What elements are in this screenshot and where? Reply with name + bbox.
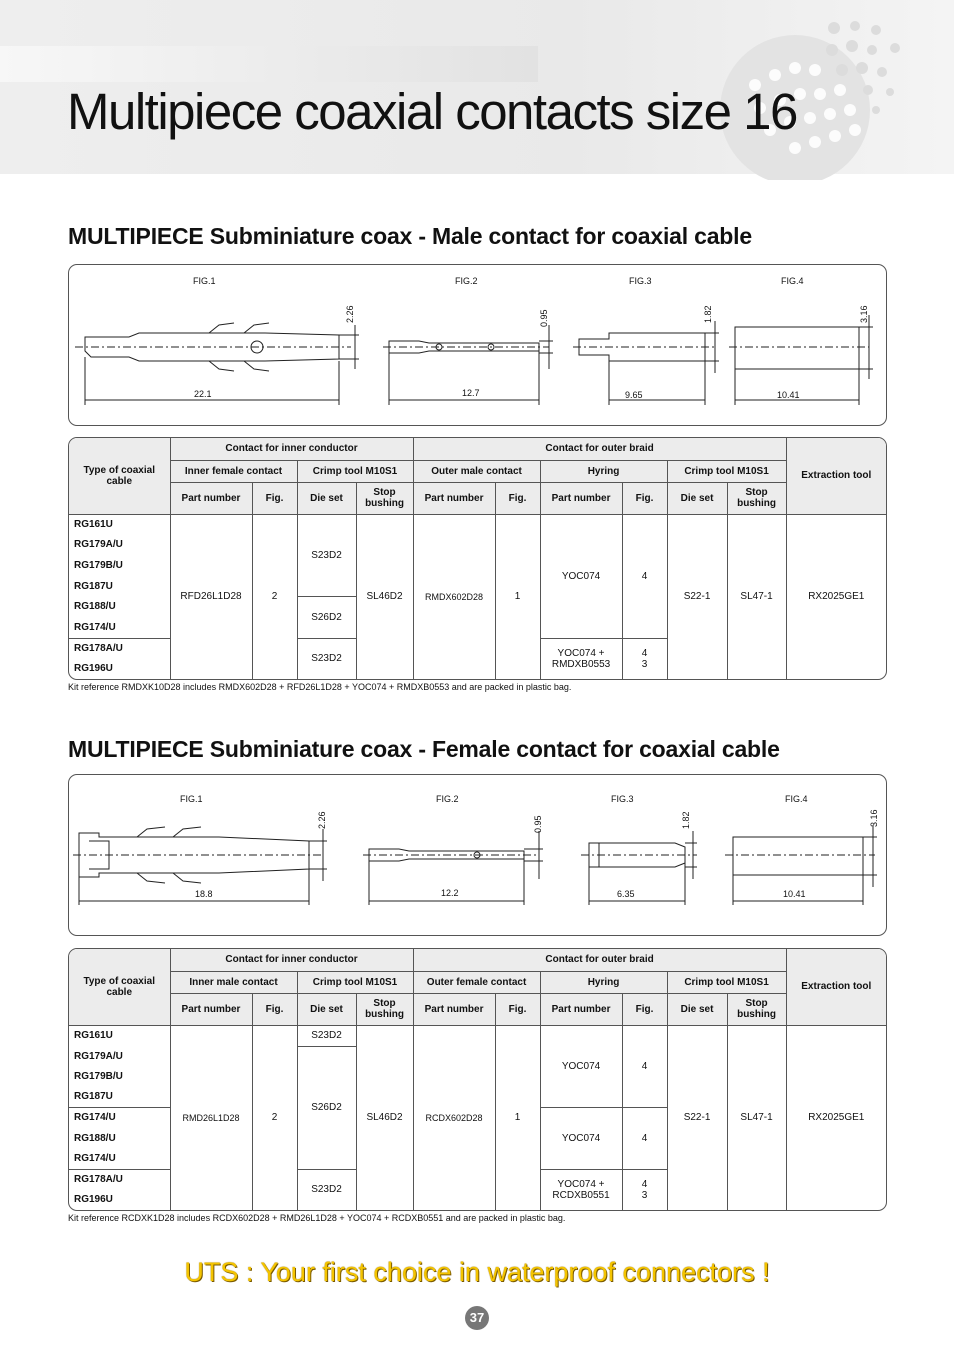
male-fig1-diameter: 2.26 (345, 305, 355, 323)
header-part-number: Part number (540, 482, 622, 514)
cable-cell: RG174/U (74, 621, 116, 633)
male-fig2-length: 12.7 (462, 388, 480, 398)
header-fig: Fig. (622, 993, 667, 1025)
die-set-cell: S23D2 (297, 514, 356, 596)
header-fig: Fig. (622, 482, 667, 514)
cable-cell: RG161U (69, 1025, 170, 1046)
hyring-part-number: YOC074 (540, 1025, 622, 1107)
female-fig4-diameter: 3.16 (869, 809, 879, 827)
male-fig4-label: FIG.4 (781, 276, 804, 286)
inner-part-number: RFD26L1D28 (170, 514, 252, 679)
female-fig4-shape (733, 837, 863, 875)
outer-part-number: RCDX602D28 (413, 1025, 495, 1210)
header-outer-group: Contact for outer braid (413, 438, 786, 460)
page-title: Multipiece coaxial contacts size 16 (67, 83, 797, 140)
header-die-set: Die set (667, 993, 727, 1025)
hyring-part-number: YOC074 (540, 514, 622, 638)
outer-fig: 1 (495, 514, 540, 679)
inner-fig: 2 (252, 1025, 297, 1210)
header-part-number: Part number (540, 993, 622, 1025)
male-drawing (69, 265, 886, 425)
male-fig4-diameter: 3.16 (859, 305, 869, 323)
header-hyring: Hyring (540, 971, 667, 993)
female-fig3-label: FIG.3 (611, 794, 634, 804)
female-spec-table (68, 948, 887, 1211)
female-fig3-diameter: 1.82 (681, 811, 691, 829)
hyring-fig-line: 3 (641, 658, 648, 670)
header-inner-contact: Inner male contact (170, 971, 297, 993)
header-fig: Fig. (252, 993, 297, 1025)
male-fig2-label: FIG.2 (455, 276, 478, 286)
male-fig4-shape (735, 327, 859, 369)
header-cable-type: Type of coaxial cable (69, 949, 170, 1025)
cable-cell: RG196U (74, 1194, 113, 1205)
cable-cell: RG187U (74, 580, 113, 592)
hyring-fig (622, 1169, 667, 1210)
male-section-title: MULTIPIECE Subminiature coax - Male contact for coaxial cable (68, 223, 752, 249)
inner-part-number: RMD26L1D28 (170, 1025, 252, 1210)
hyring-line: RCDXB0551 (552, 1189, 610, 1201)
hyring-fig: 4 (622, 1025, 667, 1107)
extraction-tool-cell: RX2025GE1 (786, 1025, 886, 1210)
hyring-line: YOC074 + (557, 647, 605, 659)
header-extraction: Extraction tool (786, 949, 886, 1025)
cable-cell: RG187U (74, 1091, 113, 1103)
header-cable-type: Type of coaxial cable (69, 438, 170, 514)
header-outer-contact: Outer male contact (413, 460, 540, 482)
cable-cell: RG188/U (69, 596, 170, 617)
cable-cell: RG179A/U (74, 539, 123, 550)
hyring-fig: 4 (622, 1107, 667, 1169)
female-section-title: MULTIPIECE Subminiature coax - Female contact for coaxial cable (68, 736, 780, 762)
cable-cell: RG174/U (69, 1107, 170, 1128)
die-set-2-cell: S22-1 (667, 514, 727, 679)
header-crimp-tool: Crimp tool M10S1 (297, 460, 413, 482)
cable-cell: RG179B/U (74, 1071, 123, 1082)
die-set-2-cell: S22-1 (667, 1025, 727, 1210)
header-stripe (0, 46, 538, 82)
header-part-number: Part number (170, 482, 252, 514)
male-kit-note: Kit reference RMDXK10D28 includes RMDX602D28 + RFD26L1D28 + YOC074 + RMDXB0553 and are packed in plastic bag. (68, 682, 572, 692)
hyring-part-number (540, 638, 622, 679)
male-fig3-diameter: 1.82 (703, 305, 713, 323)
hyring-part-number: YOC074 (540, 1107, 622, 1169)
cable-cell: RG174/U (74, 1152, 116, 1164)
female-kit-note: Kit reference RCDXK1D28 includes RCDX602D28 + RMD26L1D28 + YOC074 + RCDXB0551 and are packed in plastic bag. (68, 1213, 566, 1223)
extraction-tool-cell: RX2025GE1 (786, 514, 886, 679)
die-set-cell: S23D2 (297, 638, 356, 679)
hyring-line: RMDXB0553 (551, 658, 611, 670)
male-fig1-label: FIG.1 (193, 276, 216, 286)
cable-cell: RG179A/U (69, 1046, 170, 1066)
female-fig4-length: 10.41 (783, 889, 806, 899)
header-stop-bushing: Stop bushing (727, 993, 786, 1025)
female-fig2-length: 12.2 (441, 888, 459, 898)
female-fig2-diameter: 0.95 (533, 815, 543, 833)
male-fig2-diameter: 0.95 (539, 309, 549, 327)
male-fig1-length: 22.1 (194, 389, 212, 399)
female-fig4-label: FIG.4 (785, 794, 808, 804)
female-fig1-diameter: 2.26 (317, 811, 327, 829)
header-die-set: Die set (297, 482, 356, 514)
cable-cell: RG188/U (74, 1132, 116, 1144)
footer-slogan: UTS : Your first choice in waterproof connectors ! (184, 1257, 770, 1287)
male-spec-table (68, 437, 887, 680)
header-outer-contact: Outer female contact (413, 971, 540, 993)
cable-cell: RG179B/U (74, 560, 123, 571)
header-part-number: Part number (170, 993, 252, 1025)
header-inner-contact: Inner female contact (170, 460, 297, 482)
header-crimp-tool: Crimp tool M10S1 (667, 971, 786, 993)
die-set-cell: S26D2 (297, 1046, 356, 1169)
header-crimp-tool: Crimp tool M10S1 (667, 460, 786, 482)
cable-cell: RG178A/U (69, 638, 170, 658)
outer-fig: 1 (495, 1025, 540, 1210)
male-drawing-panel (68, 264, 887, 426)
stop-bushing-cell: SL46D2 (356, 1025, 413, 1210)
female-fig2-label: FIG.2 (436, 794, 459, 804)
outer-part-number: RMDX602D28 (413, 514, 495, 679)
male-fig4-length: 10.41 (777, 390, 800, 400)
header-stop-bushing: Stop bushing (727, 482, 786, 514)
header-part-number: Part number (413, 482, 495, 514)
stop-bushing-2-cell: SL47-1 (727, 514, 786, 679)
female-fig3-length: 6.35 (617, 889, 635, 899)
female-drawing-panel (68, 774, 887, 936)
header-inner-group: Contact for inner conductor (170, 438, 413, 460)
hyring-fig-line: 4 (641, 1178, 648, 1190)
female-fig1-length: 18.8 (195, 889, 213, 899)
header-crimp-tool: Crimp tool M10S1 (297, 971, 413, 993)
header-part-number: Part number (413, 993, 495, 1025)
header-hyring: Hyring (540, 460, 667, 482)
header-die-set: Die set (297, 993, 356, 1025)
male-fig3-length: 9.65 (625, 390, 643, 400)
die-set-cell: S26D2 (297, 596, 356, 638)
header-fig: Fig. (495, 482, 540, 514)
female-drawing (69, 775, 886, 935)
header-stop-bushing: Stop bushing (356, 993, 413, 1025)
die-set-cell: S23D2 (297, 1169, 356, 1210)
male-fig3-label: FIG.3 (629, 276, 652, 286)
header-fig: Fig. (495, 993, 540, 1025)
cable-cell: RG196U (74, 663, 113, 674)
cable-cell: RG161U (69, 514, 170, 534)
hyring-fig (622, 638, 667, 679)
hyring-line: YOC074 + (557, 1178, 605, 1190)
header-extraction: Extraction tool (786, 438, 886, 514)
header-fig: Fig. (252, 482, 297, 514)
inner-fig: 2 (252, 514, 297, 679)
hyring-fig: 4 (622, 514, 667, 638)
header-inner-group: Contact for inner conductor (170, 949, 413, 971)
stop-bushing-cell: SL46D2 (356, 514, 413, 679)
page-number: 37 (465, 1306, 489, 1330)
header-die-set: Die set (667, 482, 727, 514)
cable-cell: RG178A/U (69, 1169, 170, 1189)
female-fig1-shape (79, 833, 309, 877)
hyring-part-number (540, 1169, 622, 1210)
die-set-cell: S23D2 (297, 1025, 356, 1046)
header-stop-bushing: Stop bushing (356, 482, 413, 514)
stop-bushing-2-cell: SL47-1 (727, 1025, 786, 1210)
hyring-fig-line: 3 (641, 1189, 648, 1201)
hyring-fig-line: 4 (641, 647, 648, 659)
header-outer-group: Contact for outer braid (413, 949, 786, 971)
female-fig1-label: FIG.1 (180, 794, 203, 804)
